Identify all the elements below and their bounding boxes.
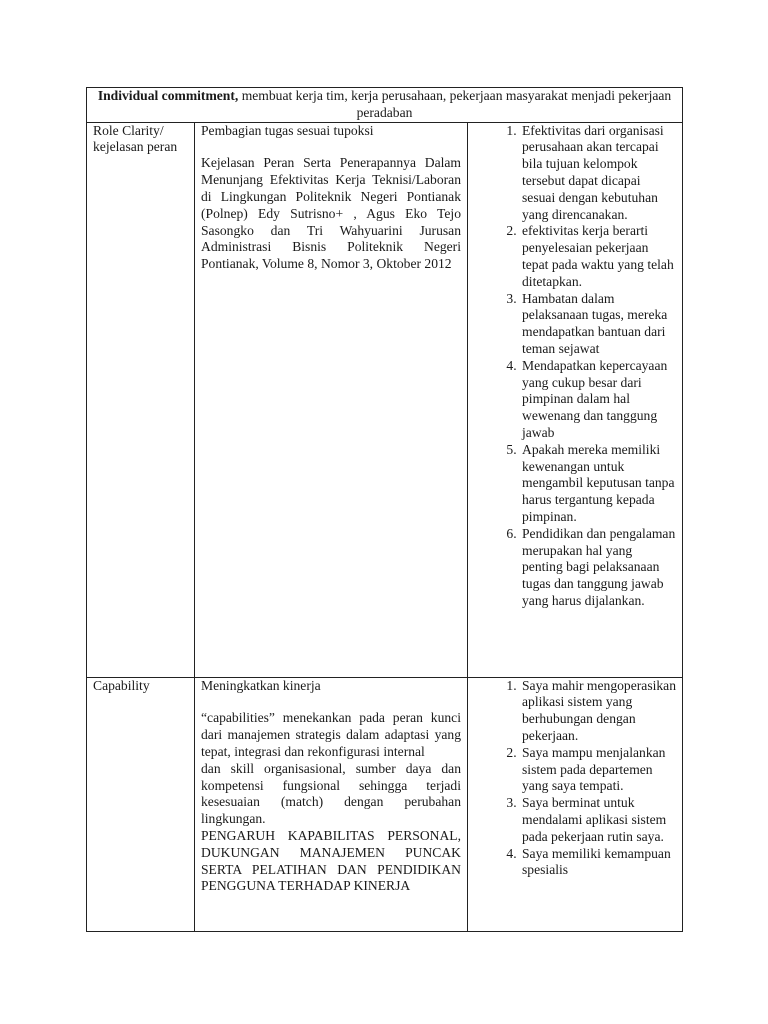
row-label-cell [87,677,195,931]
list-item: 3. Saya berminat untuk mendalami aplikasi sistem pada pekerjaan rutin saya. [520,795,676,845]
header-bold-text: Individual commitment, [97,88,239,103]
list-item: 6. Pendidikan dan pengalaman merupakan hal yang penting bagi pelaksanaan tugas dan tanggung jawab yang harus dijalankan. [520,526,676,610]
row-body-text: “capabilities” menekankan pada peran kunci dari manajemen strategis dalam adaptasi yang tepat, integrasi dan rekonfigurasi internal [201,710,461,759]
row-label: Capability [93,677,150,693]
list-item: 2. efektivitas kerja berarti penyelesaian pekerjaan tepat pada waktu yang telah ditetapkan. [520,223,676,290]
commitment-table [86,87,683,932]
list-item: 1. Saya mahir mengoperasikan aplikasi sistem yang berhubungan dengan pekerjaan. [520,678,676,745]
row-title: Meningkatkan kinerja [201,677,321,693]
row-title: Pembagian tugas sesuai tupoksi [201,122,374,138]
row-label: Role Clarity/ kejelasan peran [93,122,178,155]
indicator-list [474,123,676,610]
list-item: 4. Saya memiliki kemampuan spesialis [520,846,676,880]
list-item: 5. Apakah mereka memiliki kewenangan untuk mengambil keputusan tanpa harus tergantung kepada pimpinan. [520,442,676,526]
table-header-cell [87,88,683,123]
row-body-text: PENGARUH KAPABILITAS PERSONAL, DUKUNGAN MANAJEMEN PUNCAK SERTA PELATIHAN DAN PENDIDIKAN PENGGUNA TERHADAP KINERJA [201,827,461,894]
row-description-cell [195,677,468,931]
table-row [87,122,683,677]
indicator-list [474,678,676,880]
list-item: 4. Mendapatkan kepercayaan yang cukup besar dari pimpinan dalam hal wewenang dan tanggung jawab [520,358,676,442]
row-body-text: dan skill organisasional, sumber daya dan kompetensi fungsional sehingga terjadi kesesuaian (match) dengan perubahan lingkungan. [201,760,461,827]
list-item: 2. Saya mampu menjalankan sistem pada departemen yang saya tempati. [520,745,676,795]
list-item: 3. Hambatan dalam pelaksanaan tugas, mereka mendapatkan bantuan dari teman sejawat [520,291,676,358]
list-item: 1. Efektivitas dari organisasi perusahaan akan tercapai bila tujuan kelompok tersebut dapat dicapai sesuai dengan kebutuhan yang direncanakan. [520,123,676,224]
row-indicators-cell [468,677,683,931]
row-description-cell [195,122,468,677]
header-rest-text: membuat kerja tim, kerja perusahaan, pekerjaan masyarakat menjadi pekerjaan peradaban [238,88,672,120]
row-label-cell [87,122,195,677]
row-reference-text: Kejelasan Peran Serta Penerapannya Dalam Menunjang Efektivitas Kerja Teknisi/Laboran di Lingkungan Politeknik Negeri Pontianak (Polnep) Edy Sutrisno+ , Agus Eko Tejo Sasongko dan Tri Wahyuarini Jurusan Administrasi Bisnis Politeknik Negeri Pontianak, Volume 8, Nomor 3, Oktober 2012 [201,155,461,272]
table-header-row [87,88,683,123]
row-indicators-cell [468,122,683,677]
table-row [87,677,683,931]
